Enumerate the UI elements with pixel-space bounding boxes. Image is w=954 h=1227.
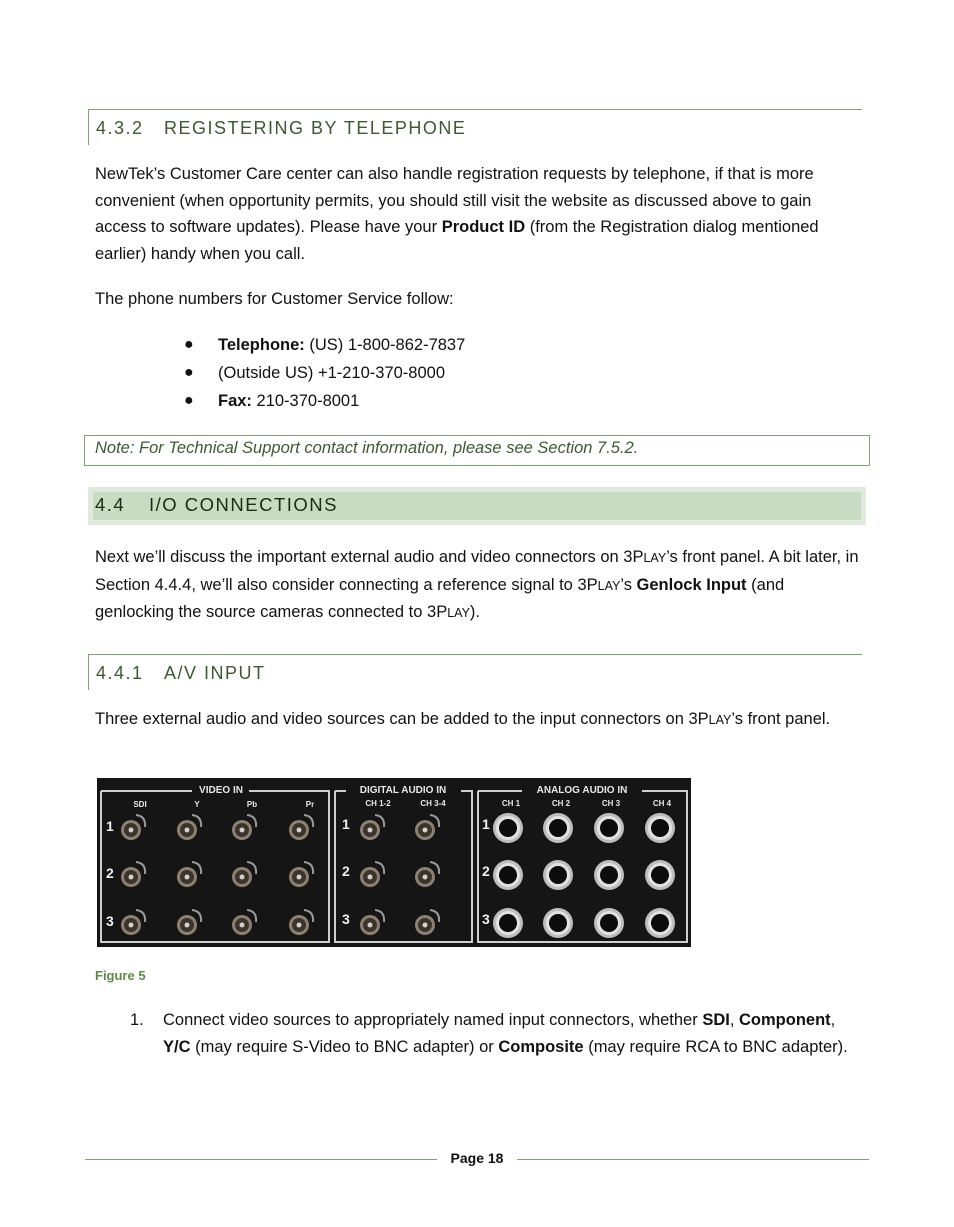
small-caps: LAY — [447, 606, 470, 620]
trs-jack — [543, 860, 573, 890]
group-label-video: VIDEO IN — [199, 785, 243, 796]
section-title: REGISTERING BY TELEPHONE — [164, 118, 467, 138]
term-component: Component — [739, 1011, 831, 1029]
bullet-icon: ● — [184, 392, 194, 409]
trs-jack — [543, 813, 573, 843]
trs-jack — [493, 813, 523, 843]
item-text: 210-370-8001 — [251, 392, 360, 410]
row-number: 3 — [106, 913, 114, 929]
row-number: 2 — [482, 863, 490, 879]
item-text: (US) 1-800-862-7837 — [304, 336, 466, 354]
trs-jack — [594, 908, 624, 938]
trs-jack — [493, 860, 523, 890]
trs-jack — [594, 860, 624, 890]
column-label: CH 2 — [551, 799, 571, 808]
text: , — [830, 1011, 836, 1029]
section-title: A/V INPUT — [164, 663, 266, 683]
text: ’s front panel. A bit later, in Section 4.4.4, we’ll also consider connecting a reference signal to 3P — [95, 548, 859, 594]
group-label-digital-audio: DIGITAL AUDIO IN — [359, 785, 447, 796]
section-heading-4-3-2 — [88, 109, 862, 145]
section-number: 4.4 — [95, 494, 126, 515]
section-heading-4-4 — [88, 487, 866, 525]
list-item — [184, 387, 465, 415]
trs-jack — [493, 908, 523, 938]
bullet-icon: ● — [184, 364, 194, 381]
text: NewTek’s Customer Care center can also handle registration requests by telephone, if that is more convenient (when opportunity permits, you should still visit the website as discussed above to gain access to software updates). Please have your — [95, 165, 814, 236]
list-text — [163, 1007, 860, 1060]
text: (may require S-Video to BNC adapter) or — [190, 1037, 499, 1056]
section-heading-4-4-1 — [88, 654, 862, 690]
text: (and genlocking the source cameras connected to 3P — [95, 575, 785, 621]
row-number: 1 — [482, 816, 490, 832]
trs-jack — [645, 813, 675, 843]
paragraph-av-input — [95, 706, 860, 734]
column-label: CH 4 — [652, 799, 672, 808]
column-label: CH 3 — [601, 799, 621, 808]
column-label: CH 3-4 — [420, 799, 446, 808]
section-number: 4.3.2 — [96, 118, 144, 138]
column-label: CH 1-2 — [365, 799, 391, 808]
column-label: Pb — [246, 800, 258, 809]
trs-jack — [543, 908, 573, 938]
bullet-icon: ● — [184, 336, 194, 353]
figure-caption: Figure 5 — [95, 968, 146, 983]
trs-jack — [645, 908, 675, 938]
row-number: 3 — [342, 911, 350, 927]
term-yc: Y/C — [163, 1037, 191, 1056]
item-label: Fax: — [218, 392, 252, 410]
genlock-input-term: Genlock Input — [636, 575, 747, 594]
list-item — [184, 331, 465, 359]
small-caps: LAY — [643, 551, 667, 565]
page-footer — [85, 1150, 869, 1170]
row-number: 1 — [106, 818, 114, 834]
text: , — [729, 1011, 739, 1029]
text: (may require RCA to BNC adapter). — [583, 1037, 848, 1056]
term-composite: Composite — [498, 1037, 584, 1056]
connector-panel-figure — [97, 778, 691, 947]
item-text: (Outside US) +1-210-370-8000 — [218, 364, 446, 382]
text: Next we’ll discuss the important external audio and video connectors on 3P — [95, 548, 644, 566]
row-number: 1 — [342, 816, 350, 832]
small-caps: LAY — [597, 578, 621, 593]
paragraph-io-intro — [95, 544, 860, 627]
note-box: Note: For Technical Support contact information, please see Section 7.5.2. — [84, 435, 870, 466]
section-number: 4.4.1 — [96, 663, 144, 683]
page-number: Page 18 — [450, 1150, 504, 1166]
section-title: I/O CONNECTIONS — [149, 494, 339, 515]
numbered-list-item — [130, 1007, 860, 1060]
text: ’s — [620, 575, 637, 594]
column-label: CH 1 — [501, 799, 521, 808]
phone-list — [184, 331, 465, 415]
row-number: 3 — [482, 911, 490, 927]
trs-jack — [645, 860, 675, 890]
paragraph-phone-numbers: The phone numbers for Customer Service follow: — [95, 290, 454, 308]
term-sdi: SDI — [702, 1011, 730, 1029]
column-label: Y — [194, 800, 200, 809]
column-label: SDI — [133, 800, 147, 809]
list-item — [184, 359, 465, 387]
trs-jack — [594, 813, 624, 843]
small-caps: LAY — [708, 713, 732, 727]
row-number: 2 — [106, 865, 114, 881]
text: (from the Registration dialog mentioned earlier) handy when you call. — [95, 218, 819, 263]
column-label: Pr — [305, 800, 315, 809]
text: ’s front panel. — [731, 710, 831, 728]
product-id-term: Product ID — [441, 218, 526, 236]
text: ). — [469, 603, 481, 621]
row-number: 2 — [342, 863, 350, 879]
group-label-analog-audio: ANALOG AUDIO IN — [536, 785, 628, 796]
text: Three external audio and video sources can be added to the input connectors on 3P — [95, 710, 709, 728]
item-label: Telephone: — [218, 336, 305, 354]
text: Connect video sources to appropriately named input connectors, whether — [163, 1011, 703, 1029]
paragraph-registration-telephone — [95, 161, 860, 267]
list-number: 1. — [130, 1011, 144, 1029]
